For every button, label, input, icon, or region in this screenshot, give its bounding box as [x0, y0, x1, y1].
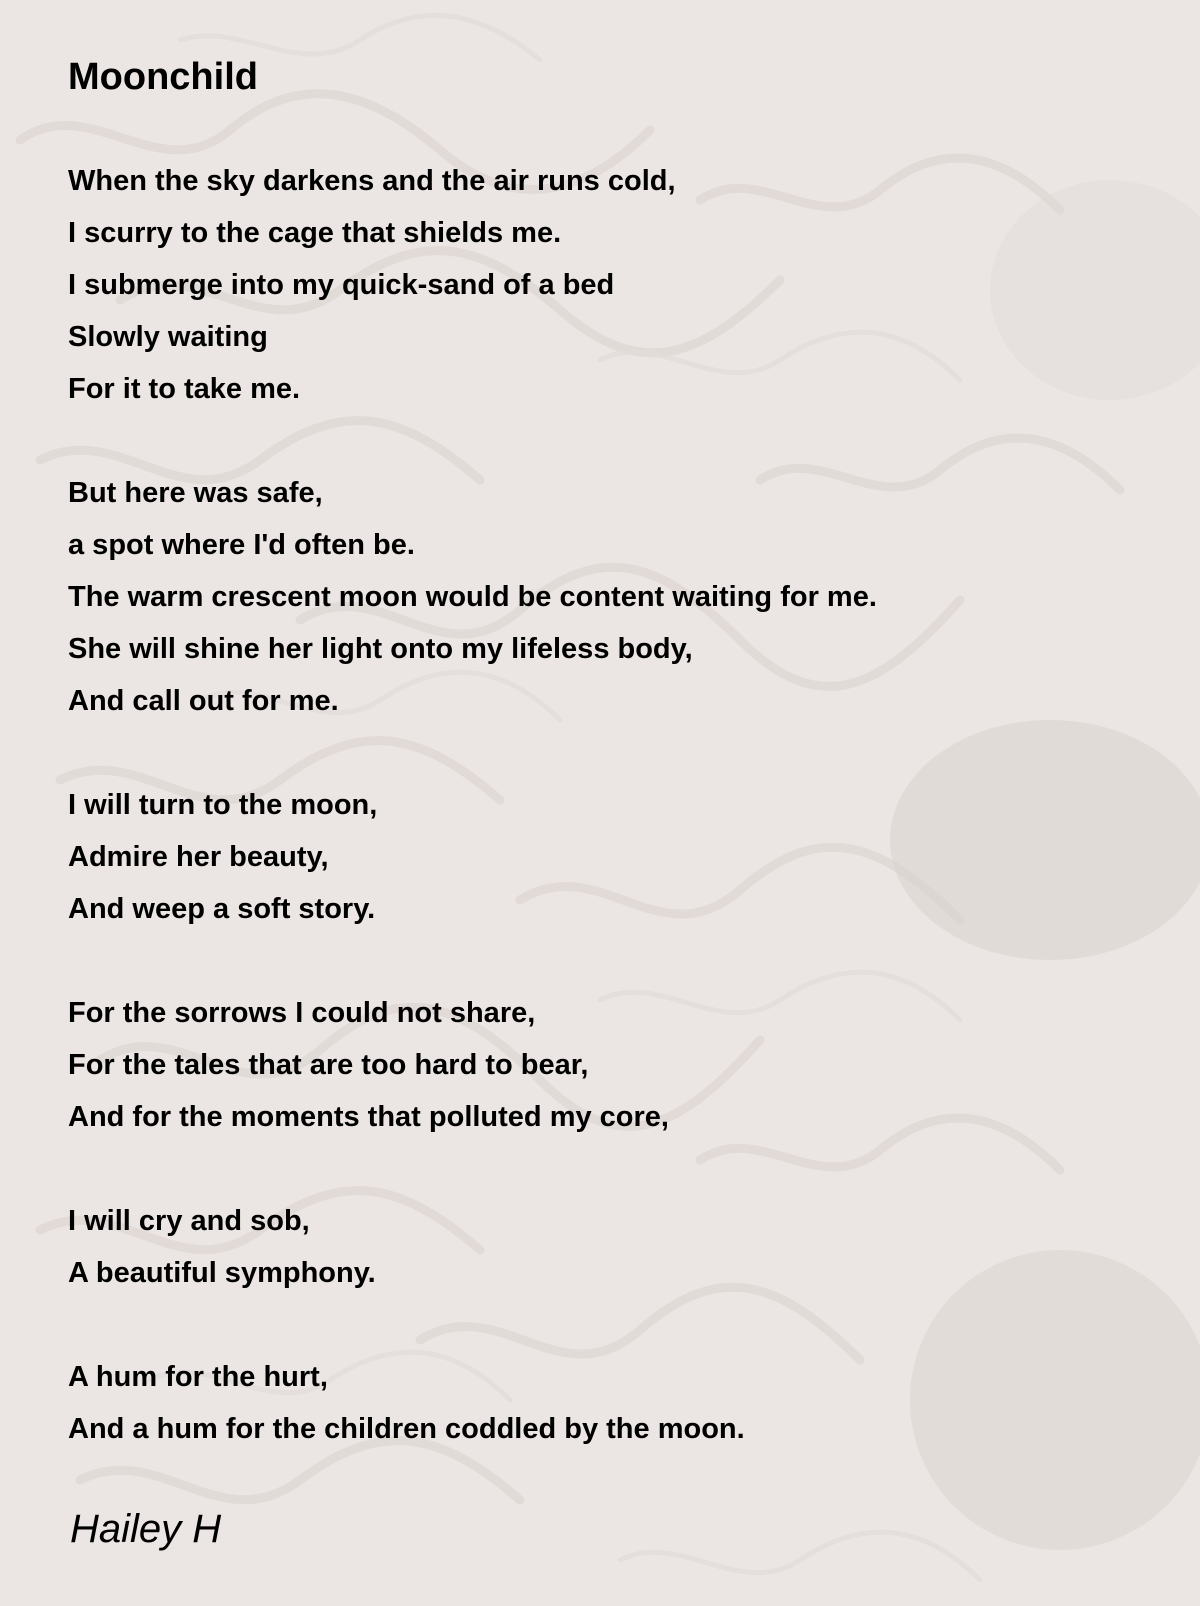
- poem-line: a spot where I'd often be.: [68, 529, 415, 561]
- poem-line: I submerge into my quick-sand of a bed: [68, 269, 615, 301]
- stanza: [68, 779, 877, 935]
- stanza: [68, 467, 877, 727]
- poem-line: She will shine her light onto my lifeless body,: [68, 633, 693, 665]
- stanza: [68, 155, 877, 415]
- poem-body: [68, 155, 877, 1507]
- stanza: [68, 1351, 877, 1455]
- poem-line: And weep a soft story.: [68, 893, 376, 925]
- poem-line: But here was safe,: [68, 477, 323, 509]
- poem-line: A beautiful symphony.: [68, 1257, 376, 1289]
- poem-line: When the sky darkens and the air runs cold,: [68, 165, 676, 197]
- poem-author: Hailey H: [70, 1507, 222, 1551]
- poem-line: I will turn to the moon,: [68, 789, 378, 821]
- poem-line: Slowly waiting: [68, 321, 268, 353]
- poem-line: Admire her beauty,: [68, 841, 329, 873]
- stanza: [68, 1195, 877, 1299]
- stanza: [68, 987, 877, 1143]
- poem-line: For the sorrows I could not share,: [68, 997, 536, 1029]
- poem-line: A hum for the hurt,: [68, 1361, 328, 1393]
- poem-line: And call out for me.: [68, 685, 339, 717]
- poem-line: I scurry to the cage that shields me.: [68, 217, 562, 249]
- poem-line: The warm crescent moon would be content waiting for me.: [68, 581, 877, 613]
- poem-line: I will cry and sob,: [68, 1205, 310, 1237]
- poem-line: For the tales that are too hard to bear,: [68, 1049, 589, 1081]
- poem-line: And a hum for the children coddled by the moon.: [68, 1413, 745, 1445]
- poem-line: And for the moments that polluted my core,: [68, 1101, 669, 1133]
- poem-title: Moonchild: [68, 56, 258, 98]
- poem-line: For it to take me.: [68, 373, 301, 405]
